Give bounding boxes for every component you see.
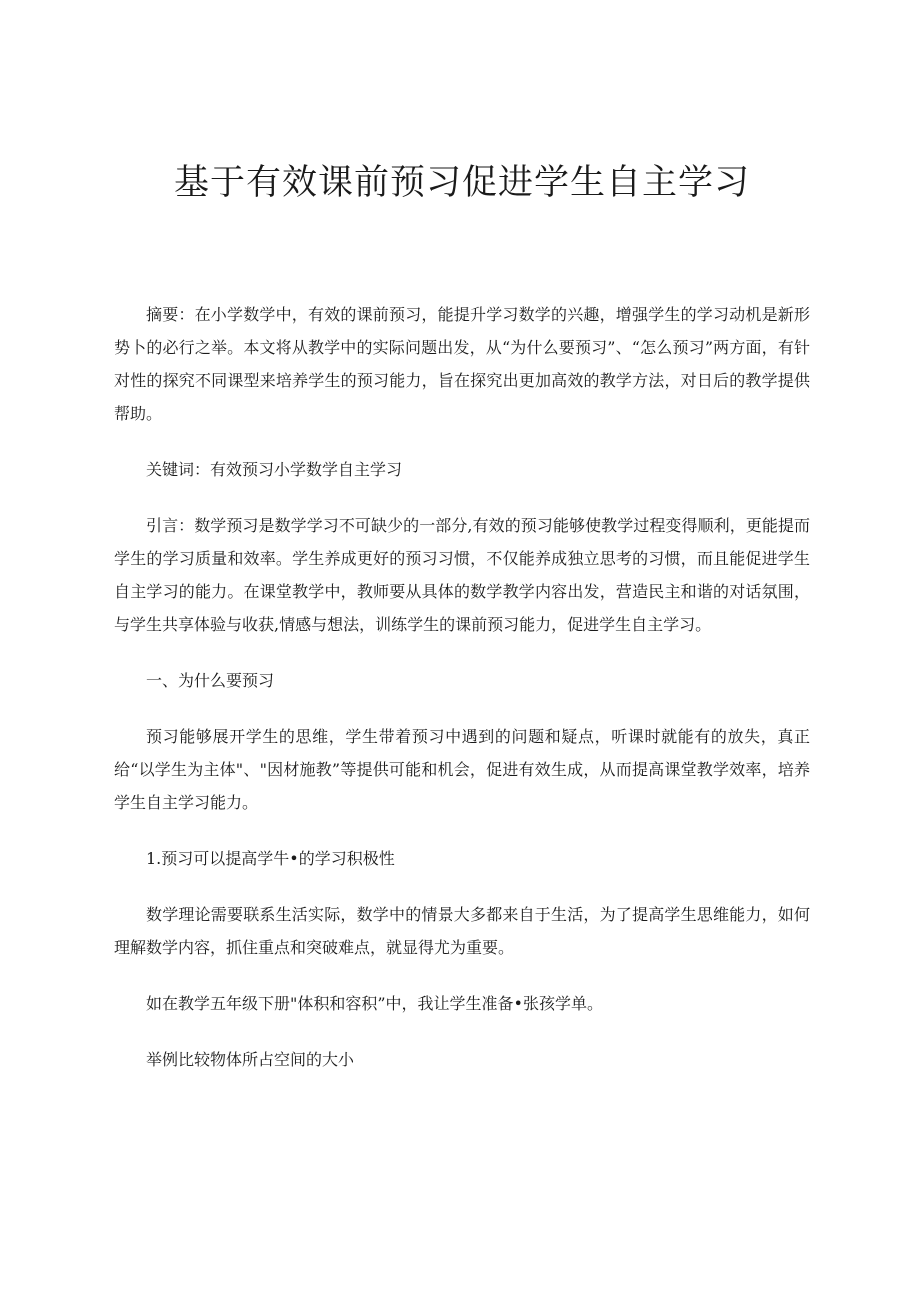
subsection-body-enthusiasm: 数学理论需要联系生活实际，数学中的情景大多都来自于生活，为了提高学生思维能力，如何理解数学内容，抓住重点和突破难点，就显得尤为重要。 xyxy=(114,905,810,957)
introduction-paragraph: 引言：数学预习是数学学习不可缺少的一部分,有效的预习能够使教学过程变得顺利，更能提而学生的学习质量和效率。学生养成更好的预习习惯，不仅能养成独立思考的习惯，而且能促进学生自主学习的能力。在课堂教学中，教师要从具体的数学教学内容出发，营造民主和谐的对话氛围，与学生共享体验与收获,情感与想法，训练学生的课前预习能力，促进学生自主学习。 xyxy=(114,516,810,634)
section-body-why-preview: 预习能够展开学生的思维，学生带着预习中遇到的问题和疑点，听课时就能有的放失，真正给“以学生为主体"、"因材施教”等提供可能和机会，促进有效生成，从而提高课堂教学效率，培养学生自主学习能力。 xyxy=(114,727,810,812)
example-paragraph: 如在教学五年级下册"体积和容积”中，我让学生准备•张孩学单。 xyxy=(146,994,603,1013)
keywords-paragraph: 关键词：有效预习小学数学自主学习 xyxy=(146,460,403,479)
abstract-paragraph: 摘要：在小学数学中，有效的课前预习，能提升学习数学的兴趣，增强学生的学习动机是新形势卜的必行之举。本文将从教学中的实际问题出发，从“为什么要预习”、“怎么预习”两方面，有针对性的探究不同课型来培养学生的预习能力，旨在探究出更加高效的教学方法，对日后的教学提供帮助。 xyxy=(114,305,810,423)
document-title: 基于有效课前预习促进学生自主学习 xyxy=(173,163,750,203)
subsection-heading-enthusiasm: 1.预习可以提高学牛•的学习积极性 xyxy=(146,849,395,868)
example-item-paragraph: 举例比较物体所占空间的大小 xyxy=(146,1050,355,1069)
section-heading-why-preview: 一、为什么要预习 xyxy=(146,671,275,690)
